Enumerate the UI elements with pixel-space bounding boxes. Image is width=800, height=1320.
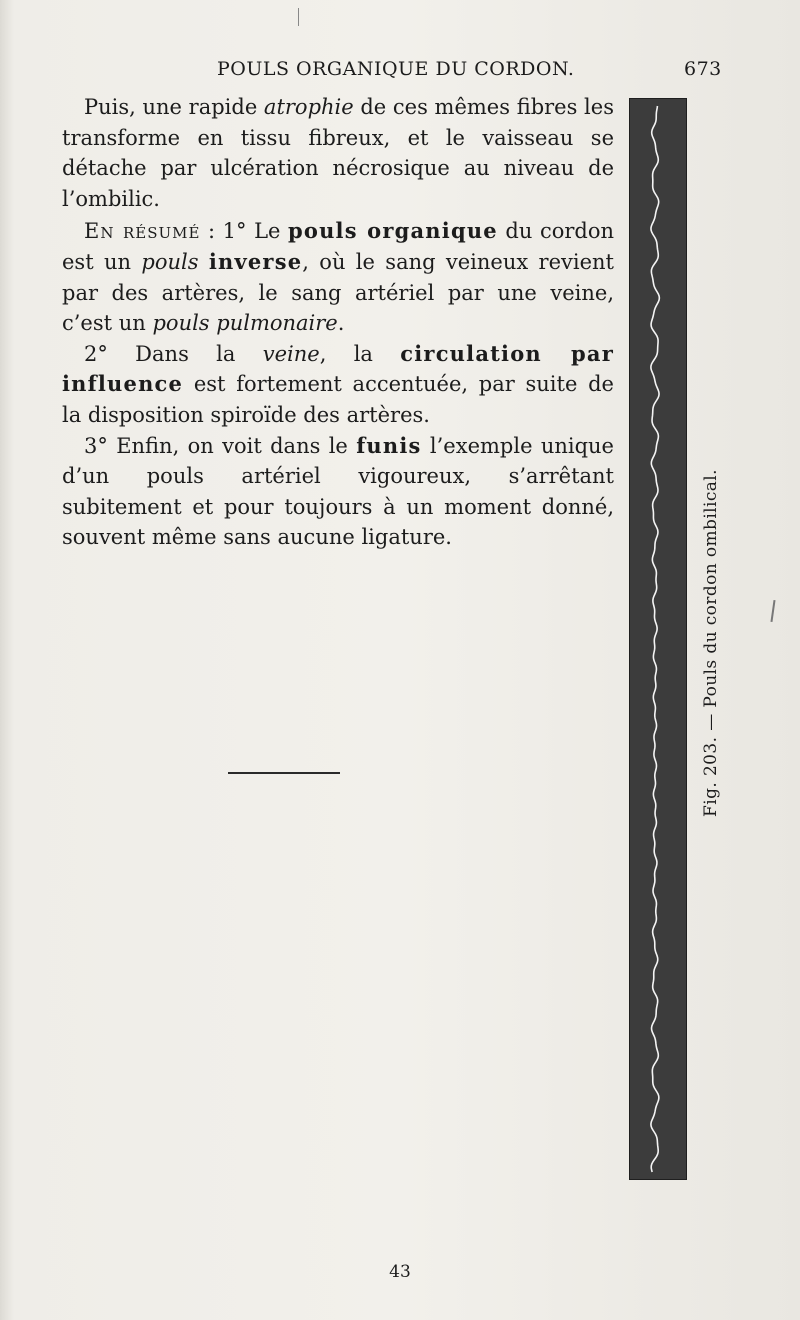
pulse-trace-figure [629, 98, 687, 1180]
text-run: du cordon est un [62, 219, 614, 274]
text-run: : 1° Le [200, 219, 288, 244]
italic-term: pouls [141, 249, 199, 274]
text-run: de ces mêmes fibres les transforme en tissu fibreux, et le vaisseau se détache par ulcération nécrosique au niveau de l’ombilic. [62, 95, 614, 211]
bold-term: funis [356, 432, 422, 458]
running-header [0, 58, 800, 86]
paragraph-2 [62, 216, 614, 338]
text-run: . [337, 311, 345, 336]
header-page-number: 673 [684, 58, 722, 80]
italic-term: pouls pulmonaire [152, 311, 338, 336]
paragraph-1 [62, 92, 614, 214]
pulse-trace-svg [629, 98, 687, 1180]
text-run: est fortement accentuée, par suite de la disposition spiroïde des artères. [62, 372, 614, 427]
signature-folio: 43 [389, 1262, 411, 1282]
paragraph-4 [62, 431, 614, 553]
text-run: , où le sang veineux revient par des artères, le sang artériel par une veine, c’est un [62, 249, 614, 336]
bold-term: circulation par influence [62, 340, 614, 397]
body-text [62, 92, 614, 553]
text-run [198, 250, 208, 274]
text-run: Puis, une rapide [84, 95, 264, 119]
paragraph-3 [62, 339, 614, 431]
margin-mark [770, 600, 775, 622]
italic-term: atrophie [263, 95, 354, 119]
bold-term: pouls organique [288, 218, 498, 244]
figure-caption-text: Fig. 203. — Pouls du cordon ombilical. [701, 469, 721, 817]
text-run: , la [319, 341, 401, 366]
figure-caption [694, 469, 728, 817]
pulse-trace-line [651, 106, 659, 1172]
text-run: 3° Enfin, on voit dans le [84, 433, 357, 458]
bold-term: inverse [208, 248, 303, 274]
italic-term: veine [262, 341, 320, 366]
section-rule [228, 772, 340, 774]
header-title: POULS ORGANIQUE DU CORDON. [217, 58, 575, 80]
small-caps-term: En résumé [84, 219, 201, 244]
text-run: 2° Dans la [84, 341, 263, 366]
top-margin-mark [298, 8, 299, 26]
text-run: l’exemple unique d’un pouls artériel vigoureux, s’arrêtant subitement et pour toujours à un moment donné, souvent même sans aucune ligature. [62, 433, 614, 550]
